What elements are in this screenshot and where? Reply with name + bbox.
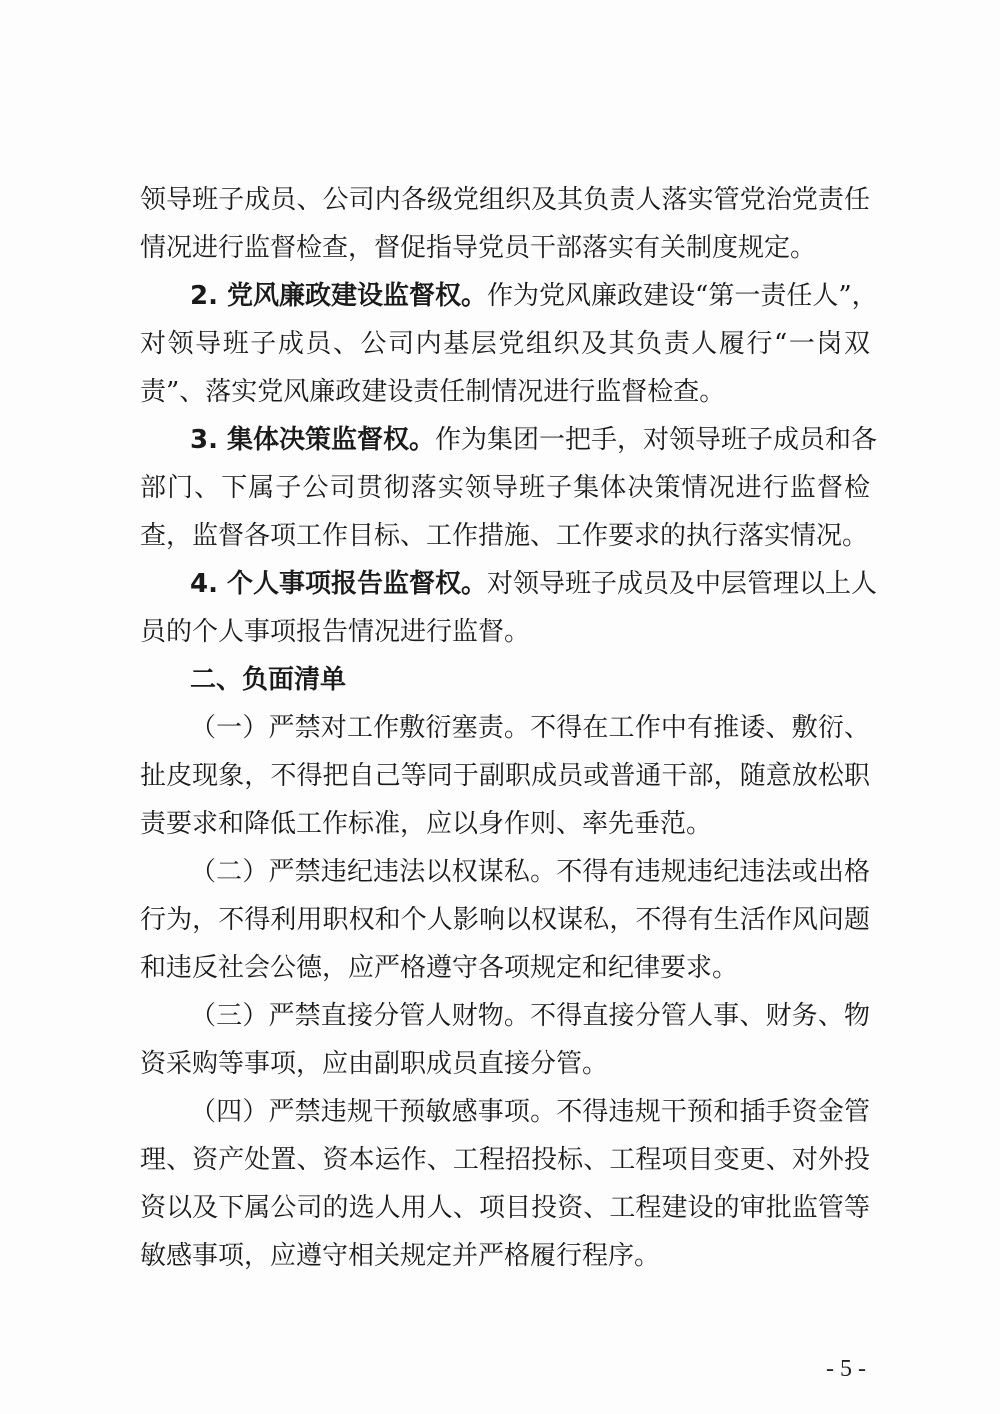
text-line: （二）严禁违纪违法以权谋私。不得有违规违纪违法或出格 (190, 857, 870, 887)
text-line: 查，监督各项工作目标、工作措施、工作要求的执行落实情况。 (140, 521, 869, 551)
text-line: 责”、落实党风廉政建设责任制情况进行监督检查。 (140, 377, 726, 407)
paragraph-text: 作为党风廉政建设“第一责任人”， (487, 281, 878, 311)
text-line: 资采购等事项，应由副职成员直接分管。 (140, 1049, 609, 1079)
text-line: 行为，不得利用职权和个人影响以权谋私，不得有生活作风问题 (140, 905, 870, 935)
text-line: （一）严禁对工作敷衍塞责。不得在工作中有推诿、敷衍、 (190, 713, 870, 743)
text-line: 和违反社会公德，应严格遵守各项规定和纪律要求。 (140, 953, 739, 983)
text-line: 领导班子成员、公司内各级党组织及其负责人落实管党治党责任 (140, 185, 870, 215)
text-line: 责要求和降低工作标准，应以身作则、率先垂范。 (140, 809, 713, 839)
paragraph-first-line (190, 420, 878, 460)
text-line: 情况进行监督检查，督促指导党员干部落实有关制度规定。 (140, 233, 817, 263)
text-line: 理、资产处置、资本运作、工程招投标、工程项目变更、对外投 (140, 1145, 870, 1175)
text-line: （三）严禁直接分管人财物。不得直接分管人事、财务、物 (190, 1001, 870, 1031)
text-line: 资以及下属公司的选人用人、项目投资、工程建设的审批监管等 (140, 1193, 870, 1223)
text-line: 敏感事项，应遵守相关规定并严格履行程序。 (140, 1241, 661, 1271)
paragraph-first-line (190, 276, 878, 316)
paragraph-title: 3. 集体决策监督权。 (190, 425, 436, 455)
paragraph-text: 对领导班子成员及中层管理以上人 (487, 569, 878, 599)
text-line: （四）严禁违规干预敏感事项。不得违规干预和插手资金管 (190, 1097, 870, 1127)
text-line: 部门、下属子公司贯彻落实领导班子集体决策情况进行监督检 (140, 473, 870, 503)
paragraph-title: 4. 个人事项报告监督权。 (190, 569, 488, 599)
text-line: 扯皮现象，不得把自己等同于副职成员或普通干部，随意放松职 (140, 761, 870, 791)
paragraph-title: 2. 党风廉政建设监督权。 (190, 281, 488, 311)
text-line: 对领导班子成员、公司内基层党组织及其负责人履行“一岗双 (140, 329, 870, 359)
paragraph-first-line (190, 564, 878, 604)
paragraph-text: 作为集团一把手，对领导班子成员和各 (435, 425, 878, 455)
page-number: - 5 - (826, 1356, 866, 1382)
text-line: 员的个人事项报告情况进行监督。 (140, 617, 531, 647)
section-heading: 二、负面清单 (190, 665, 347, 695)
